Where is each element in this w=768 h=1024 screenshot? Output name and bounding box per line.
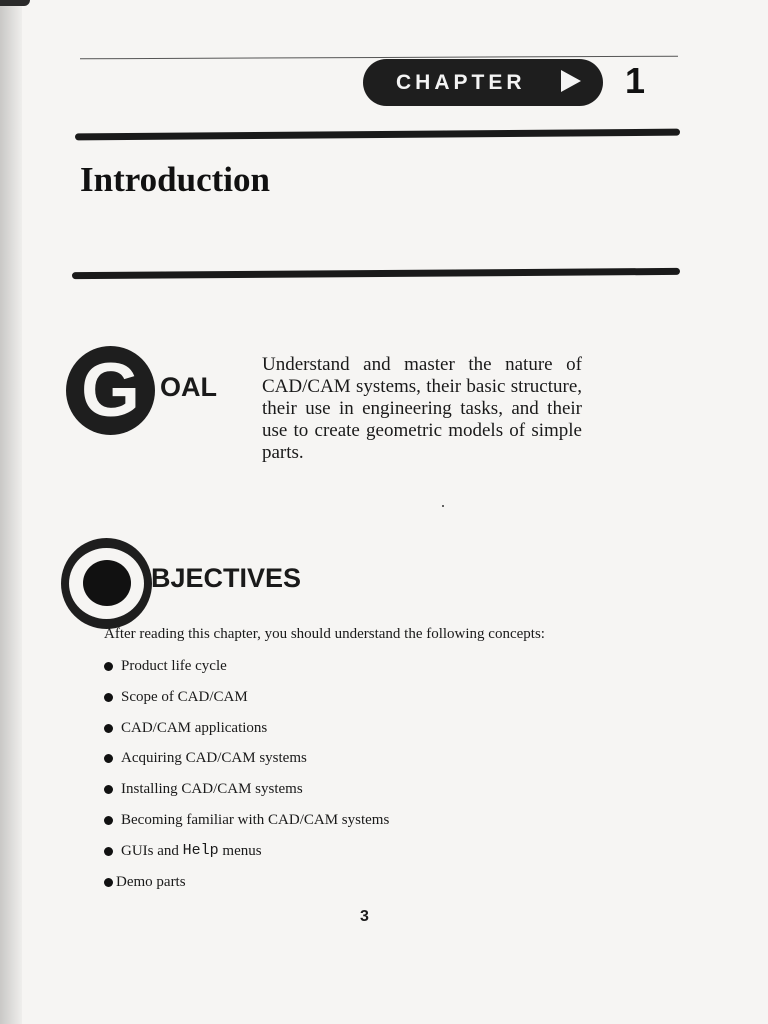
list-item: Acquiring CAD/CAM systems (104, 748, 389, 779)
objectives-intro: After reading this chapter, you should understand the following concepts: (104, 626, 545, 642)
bullet-icon (104, 785, 113, 794)
bullet-icon (104, 754, 113, 763)
goal-text: Understand and master the nature of CAD/CAM systems, their basic structure, their use in engineering tasks, and their use to create geometric models of simple parts. (262, 354, 582, 463)
objectives-list (104, 656, 389, 902)
bullet-icon (104, 724, 113, 733)
bullet-icon (104, 662, 113, 671)
help-mono-text: Help (182, 841, 219, 859)
bullet-icon (104, 816, 113, 825)
page-title: Introduction (80, 160, 270, 199)
page-edge-shadow (0, 0, 22, 1024)
speck (442, 505, 444, 507)
goal-heading: OAL (160, 372, 217, 402)
list-item: Product life cycle (104, 656, 389, 687)
play-arrow-icon (561, 70, 581, 92)
list-item: CAD/CAM applications (104, 718, 389, 749)
bullet-icon (104, 878, 113, 887)
bullet-icon (104, 847, 113, 856)
list-item: Installing CAD/CAM systems (104, 779, 389, 810)
objectives-initial-o (83, 560, 131, 606)
goal-initial: G (80, 348, 141, 433)
objectives-heading: BJECTIVES (151, 563, 302, 593)
list-item: Becoming familiar with CAD/CAM systems (104, 810, 389, 841)
list-item: Demo parts (104, 872, 389, 903)
bullet-icon (104, 693, 113, 702)
corner-mark (0, 0, 30, 6)
page-number: 3 (360, 908, 369, 925)
title-top-rule (75, 129, 680, 141)
list-item: Scope of CAD/CAM (104, 687, 389, 718)
header-thin-rule (80, 56, 678, 60)
chapter-label: CHAPTER (396, 71, 526, 94)
list-item: GUIs and Help menus (104, 841, 389, 872)
chapter-number: 1 (625, 60, 646, 101)
title-bottom-rule (72, 268, 680, 279)
